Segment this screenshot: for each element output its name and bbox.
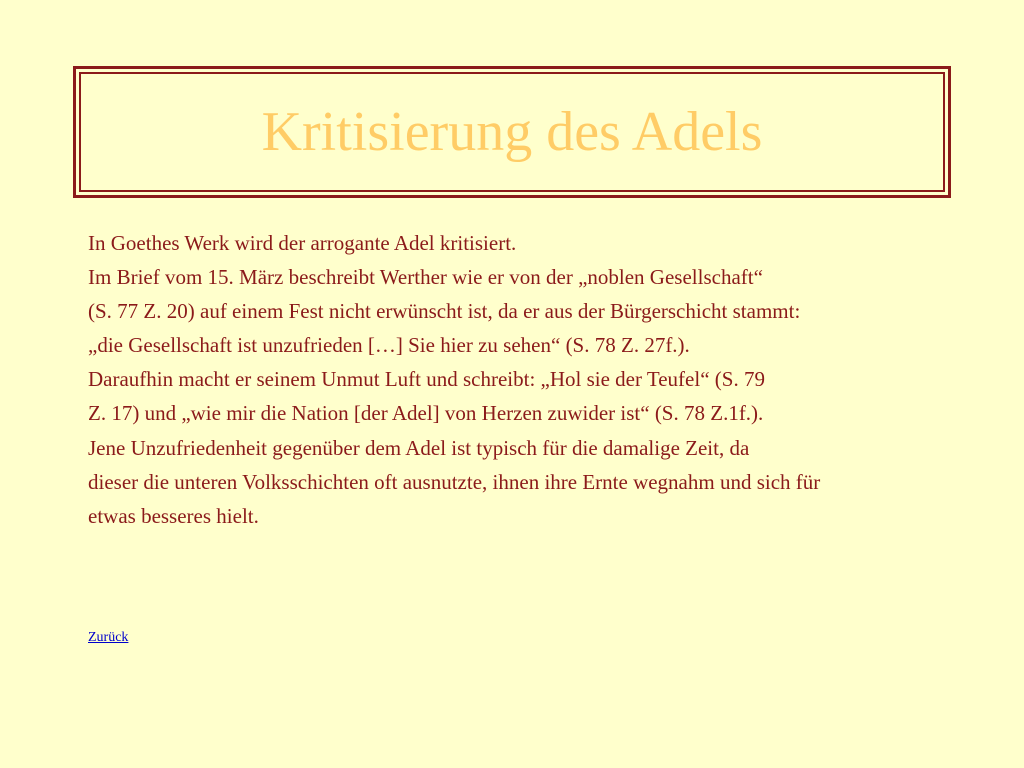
body-line: Im Brief vom 15. März beschreibt Werther wie er von der „noblen Gesellschaft“ xyxy=(88,265,763,290)
body-line: (S. 77 Z. 20) auf einem Fest nicht erwünscht ist, da er aus der Bürgerschicht stammt: xyxy=(88,299,801,324)
body-line: „die Gesellschaft ist unzufrieden […] Sie hier zu sehen“ (S. 78 Z. 27f.). xyxy=(88,333,690,358)
body-line: Z. 17) und „wie mir die Nation [der Adel] von Herzen zuwider ist“ (S. 78 Z.1f.). xyxy=(88,401,764,426)
body-line: etwas besseres hielt. xyxy=(88,503,259,528)
title-frame xyxy=(73,66,951,198)
title-frame-inner xyxy=(79,72,945,192)
slide-body-text xyxy=(88,226,998,533)
back-link[interactable]: Zurück xyxy=(88,630,129,645)
body-line: Jene Unzufriedenheit gegenüber dem Adel ist typisch für die damalige Zeit, da xyxy=(88,435,750,460)
body-line: In Goethes Werk wird der arrogante Adel kritisiert. xyxy=(88,231,517,255)
slide-title: Kritisierung des Adels xyxy=(261,101,763,163)
body-line: Daraufhin macht er seinem Unmut Luft und schreibt: „Hol sie der Teufel“ (S. 79 xyxy=(88,367,765,392)
body-line: dieser die unteren Volksschichten oft ausnutzte, ihnen ihre Ernte wegnahm und sich für xyxy=(88,469,821,494)
